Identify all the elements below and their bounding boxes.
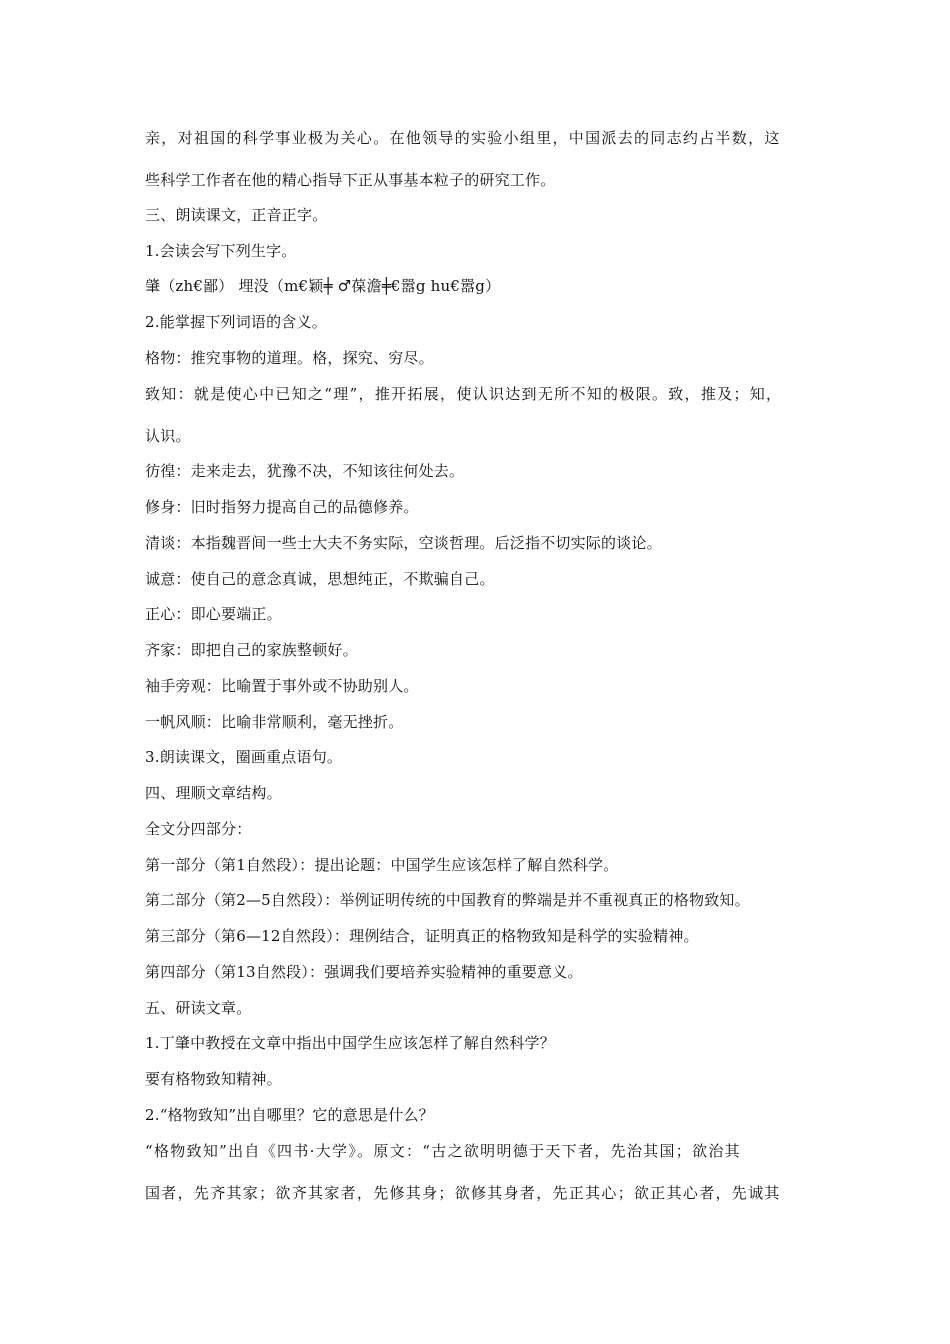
text-line: 第一部分（第1自然段）：提出论题：中国学生应该怎样了解自然科学。 [145, 856, 619, 874]
definition-line: 格物：推究事物的道理。格，探究、穷尽。 [145, 349, 434, 367]
definition-line: 彷徨：走来走去，犹豫不决，不知该往何处去。 [145, 462, 465, 480]
definition-line: 认识。 [145, 427, 191, 445]
section-heading: 三、朗读课文，正音正字。 [145, 206, 328, 224]
definition-line: 诚意：使自己的意念真诚，思想纯正，不欺骗自己。 [145, 570, 495, 588]
text-line: 1.会读会写下列生字。 [145, 242, 297, 260]
section-heading: 五、研读文章。 [145, 999, 252, 1017]
text-line: 肇（zh€鄙） 埋没（m€颖╪ ♂葆澹╪€嚣g hu€嚣g） [145, 277, 501, 295]
text-line: 2.能掌握下列词语的含义。 [145, 313, 327, 331]
answer-line: 要有格物致知精神。 [145, 1070, 282, 1088]
text-line: 全文分四部分： [145, 820, 252, 838]
definition-line: 清谈：本指魏晋间一些士大夫不务实际，空谈哲理。后泛指不切实际的谈论。 [145, 534, 662, 552]
text-line: 第二部分（第2—5自然段）：举例证明传统的中国教育的弊端是并不重视真正的格物致知。 [145, 891, 750, 909]
question-line: 2.“格物致知”出自哪里？它的意思是什么？ [145, 1106, 434, 1124]
question-line: 1.丁肇中教授在文章中指出中国学生应该怎样了解自然科学？ [145, 1034, 555, 1052]
text-line: 第三部分（第6—12自然段）：理例结合，证明真正的格物致知是科学的实验精神。 [145, 927, 699, 945]
definition-line: 致知：就是使心中已知之“理”，推开拓展，使认识达到无所不知的极限。致，推及；知， [145, 385, 783, 403]
definition-line: 修身：旧时指努力提高自己的品德修养。 [145, 498, 419, 516]
text-line: 3.朗读课文，圈画重点语句。 [145, 748, 343, 766]
definition-line: 正心：即心要端正。 [145, 605, 282, 623]
definition-line: 一帆风顺：比喻非常顺利，毫无挫折。 [145, 713, 404, 731]
text-line: 第四部分（第13自然段）：强调我们要培养实验精神的重要意义。 [145, 963, 583, 981]
answer-line: “格物致知”出自《四书·大学》。原文：“古之欲明明德于天下者，先治其国；欲治其 [145, 1142, 741, 1160]
answer-line: 国者，先齐其家；欲齐其家者，先修其身；欲修其身者，先正其心；欲正其心者，先诚其 [145, 1184, 781, 1202]
definition-line: 袖手旁观：比喻置于事外或不协助别人。 [145, 677, 419, 695]
section-heading: 四、理顺文章结构。 [145, 784, 282, 802]
text-line: 些科学工作者在他的精心指导下正从事基本粒子的研究工作。 [145, 171, 556, 189]
definition-line: 齐家：即把自己的家族整顿好。 [145, 641, 358, 659]
text-line: 亲，对祖国的科学事业极为关心。在他领导的实验小组里，中国派去的同志约占半数，这 [145, 129, 781, 147]
